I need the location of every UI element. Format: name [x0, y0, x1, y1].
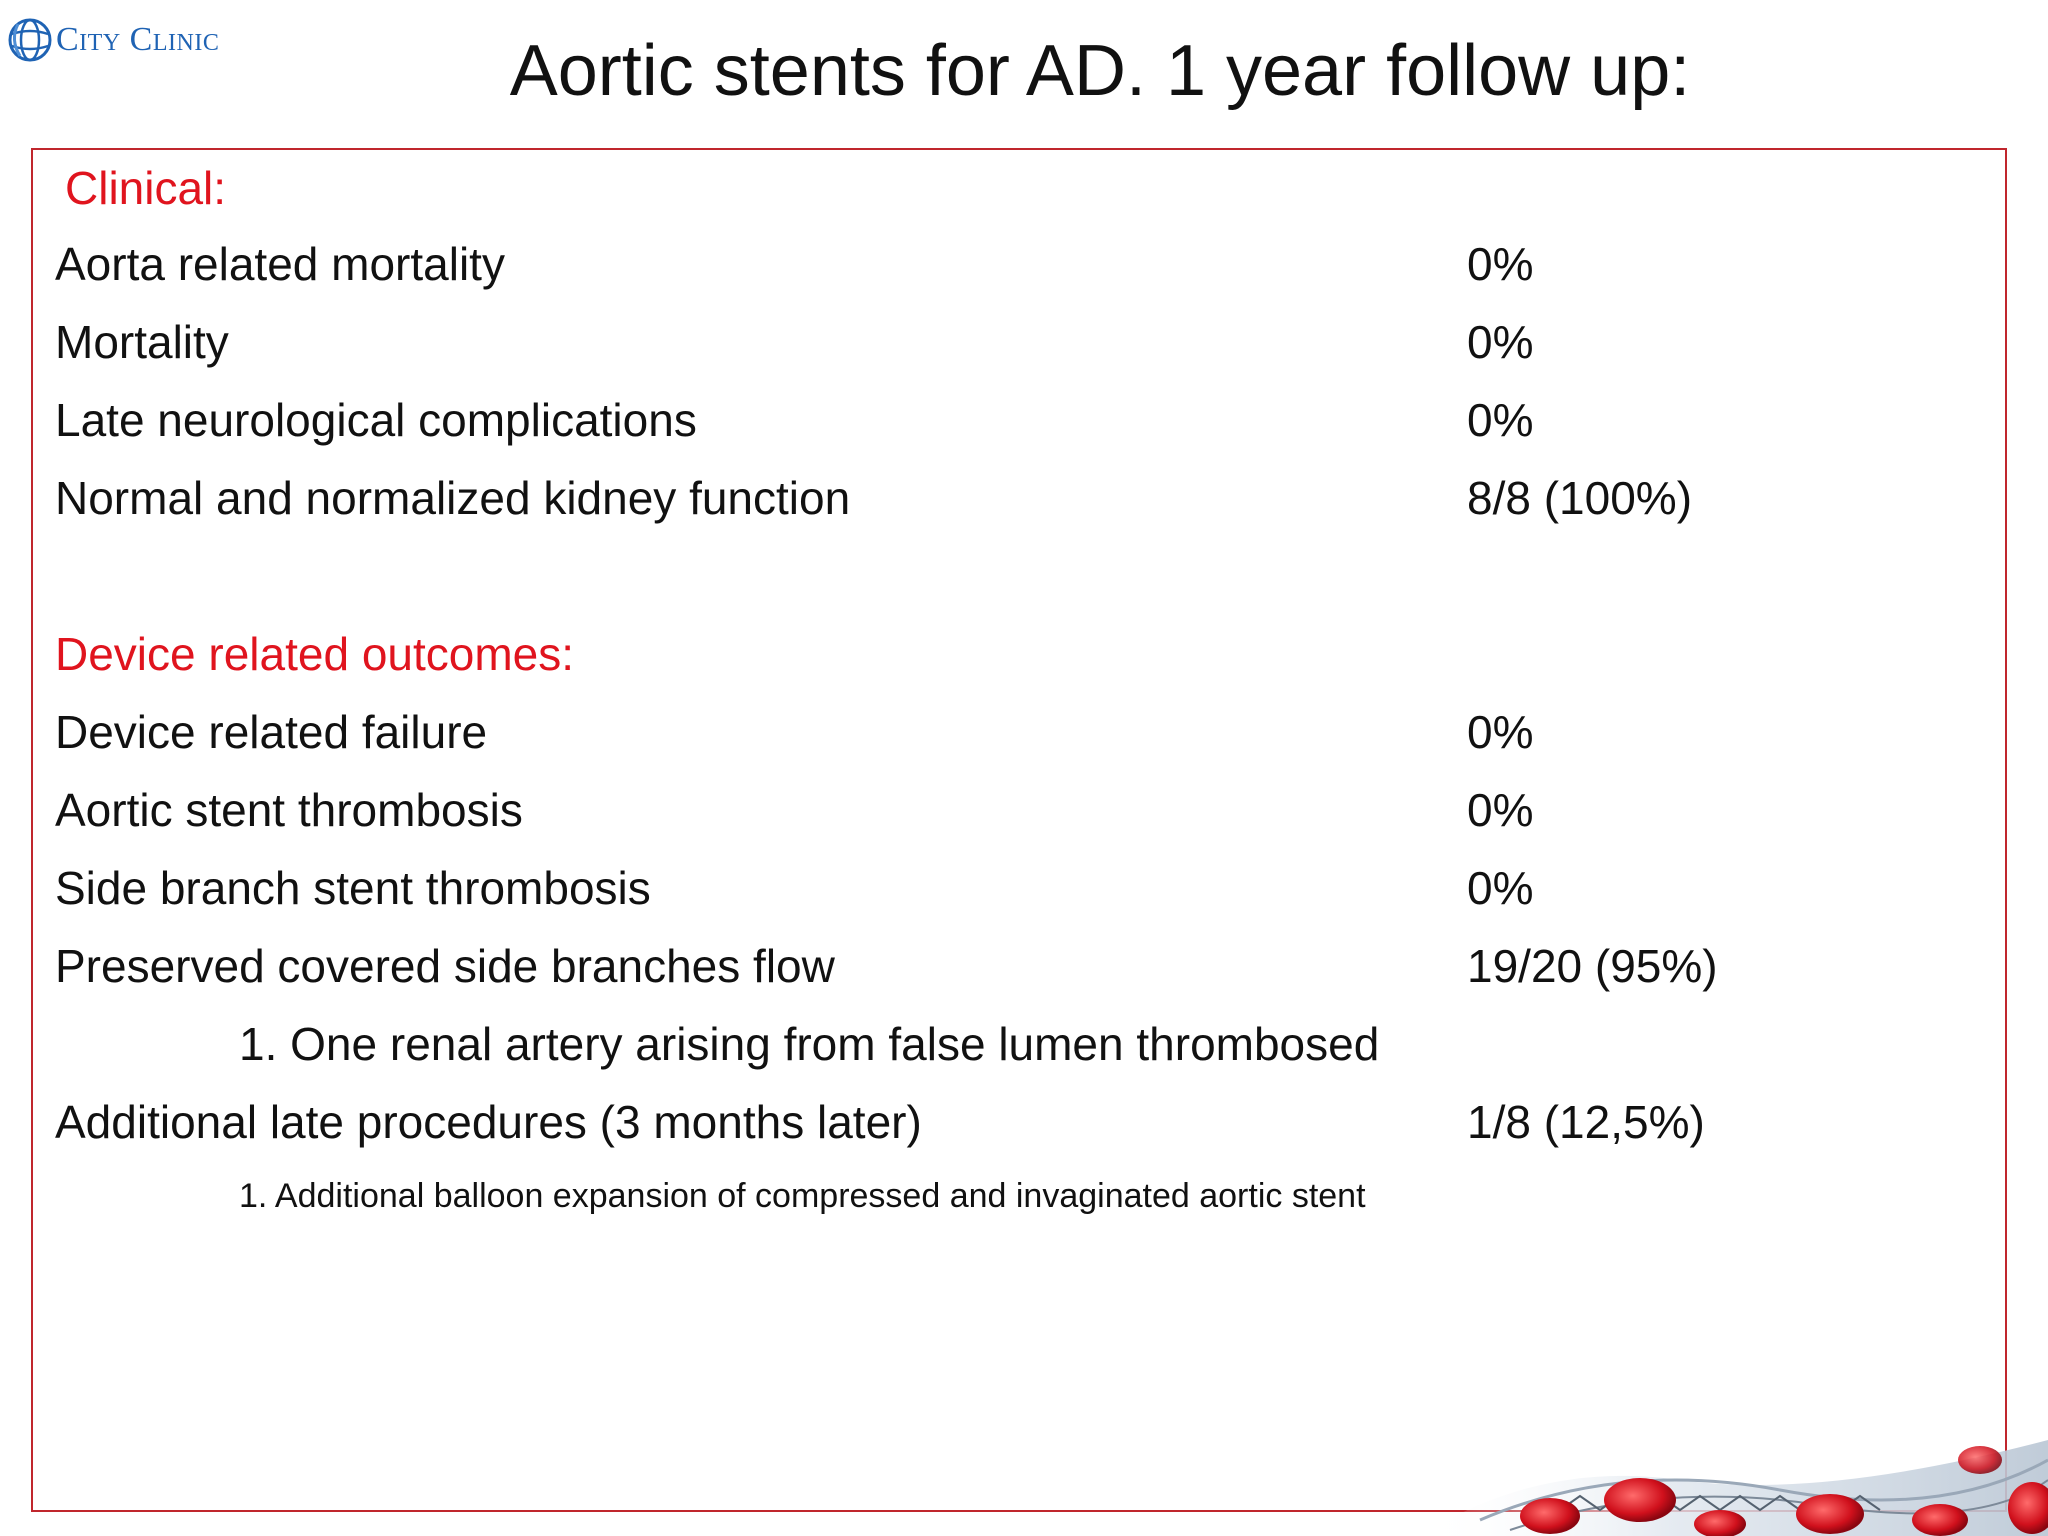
row-label: Late neurological complications: [55, 394, 697, 446]
device-row-side-branch-flow: [55, 938, 835, 994]
row-value: 0%: [1467, 394, 1534, 446]
slide-title: Aortic stents for AD. 1 year follow up:: [509, 31, 1691, 111]
clinical-row-neurological: [55, 392, 697, 448]
row-label: Aorta related mortality: [55, 238, 505, 290]
late-procedure-note: 1. Additional balloon expansion of compressed and invaginated aortic stent: [239, 1177, 1366, 1215]
row-label: Mortality: [55, 316, 229, 368]
clinical-row-aorta-mortality: [55, 236, 505, 292]
row-label: Preserved covered side branches flow: [55, 940, 835, 992]
row-value: 0%: [1467, 862, 1534, 914]
device-row-side-branch-thrombosis: [55, 860, 651, 916]
row-value: 0%: [1467, 706, 1534, 758]
globe-icon: [8, 18, 52, 62]
device-row-aortic-thrombosis: [55, 782, 523, 838]
logo-text: City Clinic: [56, 21, 220, 58]
row-label: Device related failure: [55, 706, 488, 758]
row-value: 0%: [1467, 784, 1534, 836]
clinical-heading: Clinical:: [65, 162, 227, 214]
row-label: Aortic stent thrombosis: [55, 784, 523, 836]
row-label: Side branch stent thrombosis: [55, 862, 651, 914]
flow-note: 1. One renal artery arising from false lumen thrombosed: [239, 1018, 1380, 1070]
blood-cells-stent-image: [1420, 1420, 2048, 1536]
device-row-late-procedures: [55, 1094, 922, 1150]
content-frame: [31, 148, 2007, 1512]
row-value: 1/8 (12,5%): [1467, 1096, 1705, 1148]
city-clinic-logo: [8, 12, 219, 68]
row-value: 19/20 (95%): [1467, 940, 1718, 992]
device-row-failure: [55, 704, 487, 760]
device-heading: Device related outcomes:: [55, 628, 575, 680]
row-value: 0%: [1467, 238, 1534, 290]
clinical-row-mortality: [55, 314, 229, 370]
row-label: Normal and normalized kidney function: [55, 472, 851, 524]
row-value: 0%: [1467, 316, 1534, 368]
row-label: Additional late procedures (3 months later): [55, 1096, 922, 1148]
row-value: 8/8 (100%): [1467, 472, 1693, 524]
clinical-row-kidney: [55, 470, 850, 526]
